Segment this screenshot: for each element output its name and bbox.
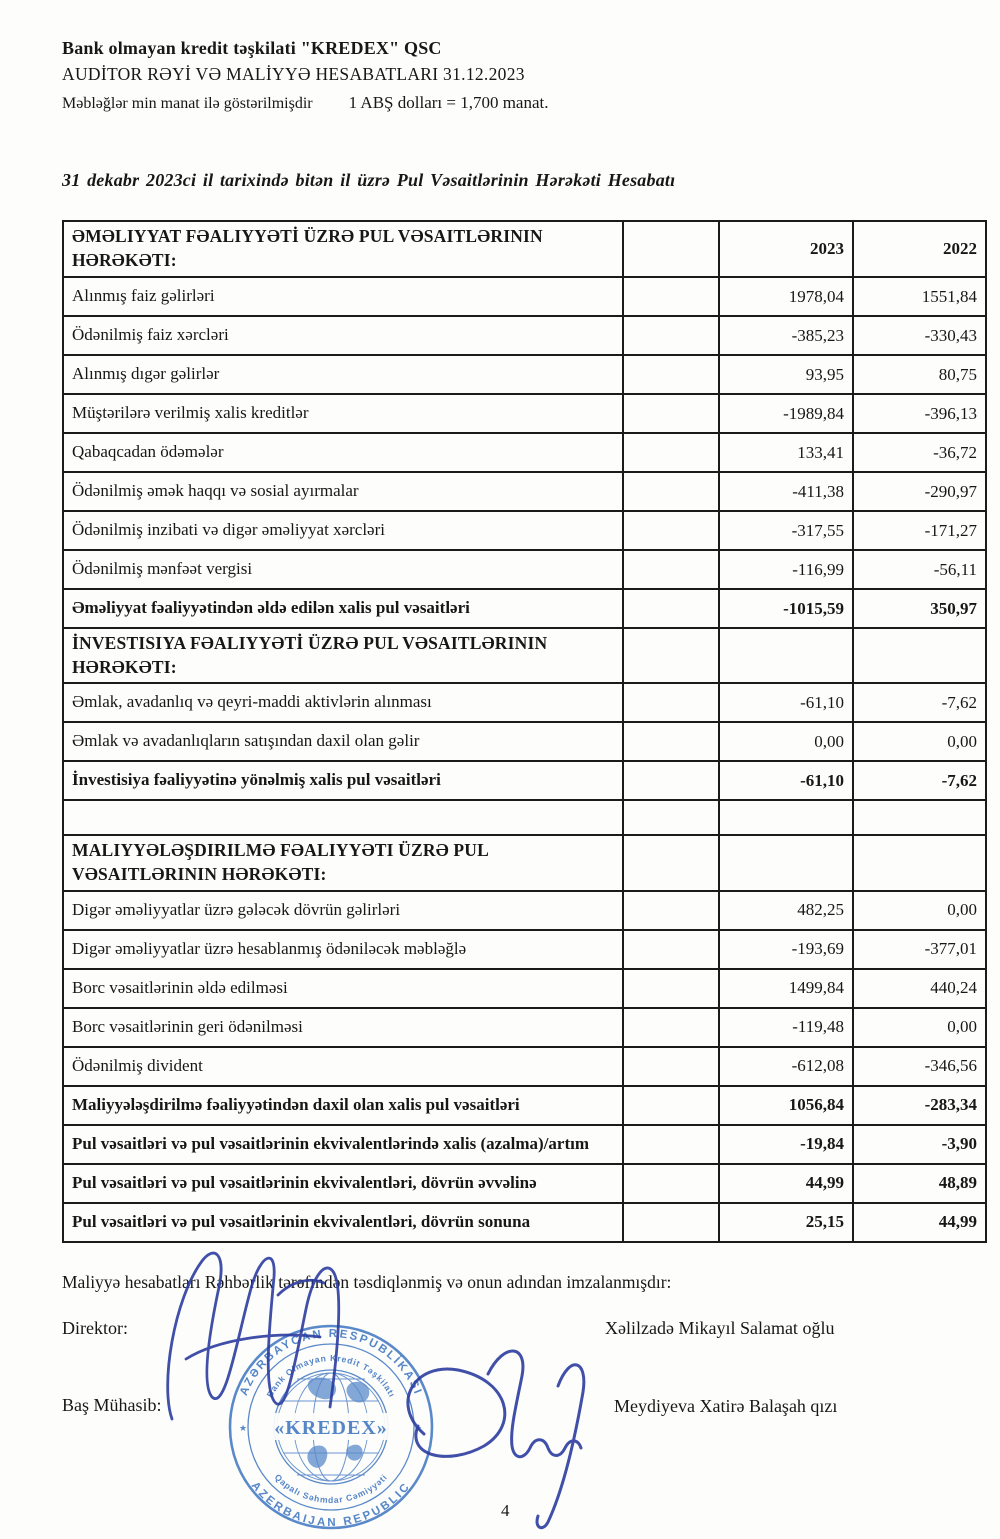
- row-label: Maliyyələşdirilmə fəaliyyətindən daxil olan xalis pul vəsaitləri: [63, 1086, 623, 1125]
- row-gap-cell: [623, 1047, 719, 1086]
- row-gap-cell: [623, 394, 719, 433]
- row-value-2022: -36,72: [853, 433, 986, 472]
- row-value-2022: -56,11: [853, 550, 986, 589]
- row-value-2022: 48,89: [853, 1164, 986, 1203]
- audit-report-line: AUDİTOR RƏYİ VƏ MALİYYƏ HESABATLARI 31.12.2023: [62, 64, 525, 85]
- row-label: [63, 800, 623, 835]
- row-gap-cell: [623, 1086, 719, 1125]
- chief-accountant-label: Baş Mühasib:: [62, 1395, 162, 1415]
- row-gap-cell: [623, 316, 719, 355]
- row-value-2022: -3,90: [853, 1125, 986, 1164]
- stamp-inner-top-text: Bank Olmayan Kredit Təşkilatı: [264, 1352, 398, 1400]
- table-row: [63, 1008, 986, 1047]
- row-label: İnvestisiya fəaliyyətinə yönəlmiş xalis pul vəsaitləri: [63, 761, 623, 800]
- section-header-row: [63, 628, 986, 683]
- row-label: Əmlak, avadanlıq və qeyri-maddi aktivlərin alınması: [63, 683, 623, 722]
- row-gap-cell: [623, 550, 719, 589]
- row-gap-cell: [623, 722, 719, 761]
- row-label: Pul vəsaitləri və pul vəsaitlərinin ekvivalentləri, dövrün əvvəlinə: [63, 1164, 623, 1203]
- row-value-2022: -346,56: [853, 1047, 986, 1086]
- currency-note-left: Məbləğlər min manat ilə göstərilmişdir: [62, 94, 313, 112]
- row-value-2023: -116,99: [719, 550, 853, 589]
- row-label: Pul vəsaitləri və pul vəsaitlərinin ekvivalentlərində xalis (azalma)/artım: [63, 1125, 623, 1164]
- row-value-2023: -1989,84: [719, 394, 853, 433]
- row-value-2022: 0,00: [853, 1008, 986, 1047]
- row-gap-cell: [623, 1125, 719, 1164]
- section-header-row: [63, 835, 986, 890]
- row-label: Digər əməliyyatlar üzrə gələcək dövrün gəlirləri: [63, 891, 623, 930]
- table-row: [63, 1203, 986, 1242]
- row-value-2022: -396,13: [853, 394, 986, 433]
- row-gap-cell: [623, 221, 719, 277]
- row-label: Digər əməliyyatlar üzrə hesablanmış ödəniləcək məbləğlə: [63, 930, 623, 969]
- row-label: Pul vəsaitləri və pul vəsaitlərinin ekvivalentləri, dövrün sonuna: [63, 1203, 623, 1242]
- row-value-2023: 1056,84: [719, 1086, 853, 1125]
- row-label: MALIYYƏLƏŞDIRILMƏ FƏALIYYƏTI ÜZRƏ PUL VƏSAITLƏRININ HƏRƏKƏTI:: [63, 835, 623, 890]
- row-value-2022: -283,34: [853, 1086, 986, 1125]
- table-row: [63, 683, 986, 722]
- row-label: Əmlak və avadanlıqların satışından daxil olan gəlir: [63, 722, 623, 761]
- row-gap-cell: [623, 800, 719, 835]
- row-value-2023: -385,23: [719, 316, 853, 355]
- row-gap-cell: [623, 891, 719, 930]
- cashflow-statement-table: [62, 220, 987, 1243]
- organization-name: Bank olmayan kredit təşkilati "KREDEX" QSC: [62, 38, 442, 58]
- table-row: [63, 1086, 986, 1125]
- stamp-center-name: «KREDEX»: [274, 1417, 388, 1439]
- row-gap-cell: [623, 930, 719, 969]
- row-label: Borc vəsaitlərinin əldə edilməsi: [63, 969, 623, 1008]
- table-row: [63, 800, 986, 835]
- row-value-2023: -411,38: [719, 472, 853, 511]
- table-row: [63, 1164, 986, 1203]
- row-label: Ödənilmiş divident: [63, 1047, 623, 1086]
- approval-statement: Maliyyə hesabatları Rəhbərlik tərəfmdən təsdiqlənmiş və onun adından imzalanmışdır:: [62, 1272, 672, 1292]
- row-value-2023: 482,25: [719, 891, 853, 930]
- row-value-2023: [719, 835, 853, 890]
- row-value-2023: -61,10: [719, 761, 853, 800]
- table-row: [63, 511, 986, 550]
- table-row: [63, 394, 986, 433]
- director-label: Direktor:: [62, 1318, 128, 1338]
- row-value-2022: -330,43: [853, 316, 986, 355]
- row-label: Alınmış faiz gəlirləri: [63, 277, 623, 316]
- row-value-2023: 133,41: [719, 433, 853, 472]
- row-gap-cell: [623, 969, 719, 1008]
- row-value-2022: 0,00: [853, 722, 986, 761]
- table-row: [63, 1047, 986, 1086]
- table-row: [63, 316, 986, 355]
- row-label: Qabaqcadan ödəmələr: [63, 433, 623, 472]
- row-gap-cell: [623, 628, 719, 683]
- row-gap-cell: [623, 835, 719, 890]
- row-label: Əməliyyat fəaliyyətindən əldə edilən xalis pul vəsaitləri: [63, 589, 623, 628]
- row-gap-cell: [623, 277, 719, 316]
- stamp-inner-bottom-text: Qapalı Səhmdar Cəmiyyəti: [272, 1472, 390, 1506]
- director-signature: [158, 1237, 373, 1442]
- row-gap-cell: [623, 761, 719, 800]
- row-label: Müştərilərə verilmiş xalis kreditlər: [63, 394, 623, 433]
- table-row: [63, 277, 986, 316]
- row-gap-cell: [623, 355, 719, 394]
- table-row: [63, 1125, 986, 1164]
- table-row: [63, 761, 986, 800]
- row-label: Borc vəsaitlərinin geri ödənilməsi: [63, 1008, 623, 1047]
- row-gap-cell: [623, 683, 719, 722]
- row-value-2023: -119,48: [719, 1008, 853, 1047]
- row-value-2023: 93,95: [719, 355, 853, 394]
- stamp-star-right-icon: ★: [414, 1423, 423, 1433]
- row-value-2023: 1499,84: [719, 969, 853, 1008]
- table-row: [63, 433, 986, 472]
- row-value-2022: 0,00: [853, 891, 986, 930]
- row-gap-cell: [623, 1203, 719, 1242]
- row-value-2023: 2023: [719, 221, 853, 277]
- table-row: [63, 969, 986, 1008]
- row-value-2023: -193,69: [719, 930, 853, 969]
- stamp-outer-bottom-text: AZERBAIJAN REPUBLIC: [248, 1479, 414, 1530]
- row-gap-cell: [623, 433, 719, 472]
- table-row: [63, 550, 986, 589]
- row-gap-cell: [623, 1008, 719, 1047]
- row-label: Ödənilmiş faiz xərcləri: [63, 316, 623, 355]
- chief-accountant-name: Meydiyeva Xatirə Balaşah qızı: [614, 1396, 838, 1416]
- row-value-2022: -7,62: [853, 683, 986, 722]
- row-value-2023: 25,15: [719, 1203, 853, 1242]
- row-label: İNVESTISIYA FƏALIYYƏTİ ÜZRƏ PUL VƏSAITLƏRININ HƏRƏKƏTI:: [63, 628, 623, 683]
- currency-note: [62, 92, 549, 115]
- table-row: [63, 472, 986, 511]
- row-value-2023: -19,84: [719, 1125, 853, 1164]
- row-label: Ödənilmiş inzibati və digər əməliyyat xərcləri: [63, 511, 623, 550]
- row-label: Alınmış dıgər gəlirlər: [63, 355, 623, 394]
- row-value-2022: -377,01: [853, 930, 986, 969]
- row-value-2022: 350,97: [853, 589, 986, 628]
- report-title: 31 dekabr 2023ci il tarixində bitən il üzrə Pul Vəsaitlərinin Hərəkəti Hesabatı: [62, 170, 676, 190]
- row-label: ƏMƏLIYYAT FƏALIYYƏTİ ÜZRƏ PUL VƏSAITLƏRININ HƏRƏKƏTI:: [63, 221, 623, 277]
- chief-accountant-signature: [362, 1338, 602, 1538]
- row-value-2023: 0,00: [719, 722, 853, 761]
- row-value-2022: [853, 628, 986, 683]
- table-row: [63, 930, 986, 969]
- row-value-2023: 44,99: [719, 1164, 853, 1203]
- director-name: Xəlilzadə Mikayıl Salamat oğlu: [605, 1318, 835, 1338]
- row-label: Ödənilmiş mənfəət vergisi: [63, 550, 623, 589]
- row-gap-cell: [623, 1164, 719, 1203]
- document-header: [62, 36, 549, 115]
- table-row: [63, 891, 986, 930]
- row-gap-cell: [623, 511, 719, 550]
- row-value-2023: -1015,59: [719, 589, 853, 628]
- row-gap-cell: [623, 472, 719, 511]
- page-number: 4: [501, 1501, 510, 1520]
- section-header-row: [63, 221, 986, 277]
- row-value-2023: [719, 628, 853, 683]
- row-value-2022: [853, 835, 986, 890]
- row-value-2022: 80,75: [853, 355, 986, 394]
- stamp-outer-top-text: AZƏRBAYCAN RESPUBLİKASI: [237, 1327, 425, 1398]
- cashflow-table-body: [63, 221, 986, 1242]
- row-value-2022: -7,62: [853, 761, 986, 800]
- exchange-rate: 1 ABŞ dolları = 1,700 manat.: [348, 92, 549, 112]
- table-row: [63, 589, 986, 628]
- row-value-2023: -317,55: [719, 511, 853, 550]
- row-value-2023: [719, 800, 853, 835]
- row-value-2022: -290,97: [853, 472, 986, 511]
- row-value-2022: 2022: [853, 221, 986, 277]
- row-value-2022: 1551,84: [853, 277, 986, 316]
- row-value-2022: -171,27: [853, 511, 986, 550]
- row-gap-cell: [623, 589, 719, 628]
- row-value-2023: -61,10: [719, 683, 853, 722]
- row-value-2022: 440,24: [853, 969, 986, 1008]
- row-value-2023: 1978,04: [719, 277, 853, 316]
- row-value-2022: [853, 800, 986, 835]
- table-row: [63, 722, 986, 761]
- row-value-2022: 44,99: [853, 1203, 986, 1242]
- stamp-star-left-icon: ★: [239, 1423, 248, 1433]
- row-label: Ödənilmiş əmək haqqı və sosial ayırmalar: [63, 472, 623, 511]
- table-row: [63, 355, 986, 394]
- row-value-2023: -612,08: [719, 1047, 853, 1086]
